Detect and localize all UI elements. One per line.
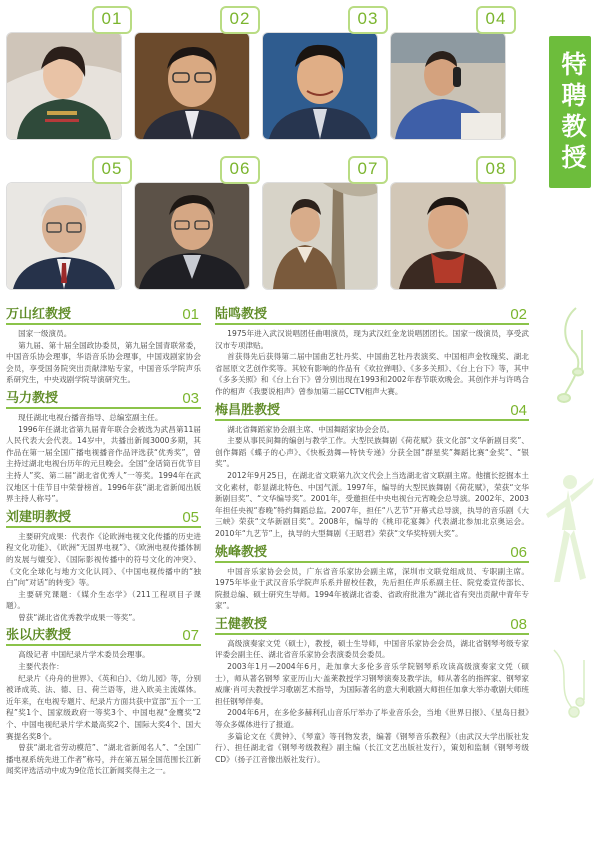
section-header — [215, 544, 529, 563]
section-header — [215, 616, 529, 635]
bio-paragraph: 2004年6月，在多伦多赫利孔山音乐厅举办了毕业音乐会，当地《世界日报》、《星岛日报》等众多媒体进行了报道。 — [215, 708, 529, 730]
section-number: 04 — [510, 401, 527, 419]
bio-paragraph: 1975年进入武汉说唱团任曲唱演员，现为武汉红金龙说唱团团长。国家一级演员，享受武汉市专项津贴。 — [215, 329, 529, 350]
man-tree-photo — [262, 182, 378, 290]
section-number: 01 — [182, 306, 199, 323]
bio-paragraph: 国家一级演员。 — [18, 329, 72, 338]
bio-paragraph: 纪录片《舟舟的世界》、《英和白》、《幼儿园》等，分别被译成英、法、德、日、荷兰语等，进入欧美主流媒体。近年来，在电视专题片、纪录片方面共获中宣部“五个一工程”奖1个、国家级政府一等奖3个、中国电视“金鹰奖”2个、中国电视纪录片学术最高奖2个、国际大奖4个、国大赛提名奖8个。 — [6, 673, 201, 741]
music-staff-decoration — [548, 640, 596, 730]
professor-name: 王健教授 — [215, 616, 268, 632]
bio-paragraph: 首获得先后获得第二届中国曲艺牡丹奖、中国曲艺牡丹表演奖、中国相声金牧瑰奖、湖北省屈原文艺创作奖等。其较有影响的作品有《欢拉弹唱》、《多多关照》、《台上台下》等，其中《多多关照》和《台上台下》曾分别出现在1993和2002年春节联欢晚会。其创作并与许鸣合作的相声《我要说相声》曾参加第二届CCTV相声大赛。 — [215, 352, 529, 396]
bio-paragraph: 高级演奏家文凭（硕士），教授，硕士生导师，中国音乐家协会会员，湖北省钢琴考级专家评委会副主任、湖北省音乐家协会表演委员会委员。 — [215, 638, 529, 660]
expert-number: 02 — [220, 6, 260, 34]
bio-paragraph: 主要从事民间舞的编创与教学工作。大型民族舞剧《荷花赋》获文化部“文华新剧目奖”、创作舞蹈《蝶子的心声》、《快板劲舞—特快专递》分获全国“群星奖”舞蹈比赛“金奖”、“银奖”。 — [215, 436, 529, 469]
profile-section — [6, 306, 201, 386]
expert-number: 05 — [92, 156, 132, 184]
professor-name: 刘建明教授 — [6, 509, 72, 525]
left-column — [6, 306, 201, 781]
section-header — [6, 627, 201, 646]
expert-number: 06 — [220, 156, 260, 184]
expert-card-03 — [262, 6, 378, 144]
section-header — [215, 402, 529, 421]
bio-paragraph: 湖北省舞蹈家协会副主席、中国舞蹈家协会会员。 — [227, 424, 395, 434]
section-number: 03 — [182, 389, 199, 407]
bio-paragraph: 中国音乐家协会会员，广东省音乐家协会副主席，深圳市文联党组成员、专职副主席。1975年毕业于武汉音乐学院声乐系并留校任教，先后担任声乐系副主任、院党委宣传部长、院报总编、硕士研究生导师。1994年被湖北省委、省政府批准为“湖北省有突出贡献中青年专家”。 — [215, 566, 529, 611]
profile-section — [6, 390, 201, 505]
professor-name: 陆鸣教授 — [215, 307, 268, 322]
bio-paragraph: 主要研究课题：《媒介生态学》（211工程项目子课题）。 — [6, 589, 201, 611]
section-number: 08 — [510, 615, 527, 633]
expert-card-07 — [262, 156, 378, 294]
expert-card-01 — [6, 6, 122, 144]
bio-paragraph: 多篇论文在《黄钟》、《琴童》等刊物发表，编著《钢琴音乐教程》（由武汉大学出版社发行）、担任湖北省《钢琴考级教程》副主编（长江文艺出版社发行），策划和监制《钢琴考级CD》（扬子江音像出版社发行）。 — [215, 731, 529, 764]
section-number: 07 — [182, 627, 199, 645]
section-header — [6, 306, 201, 325]
expert-number: 07 — [348, 156, 388, 184]
section-number: 06 — [510, 543, 527, 561]
elder-man-photo — [6, 182, 122, 290]
professor-name: 梅昌胜教授 — [215, 402, 281, 418]
bio-paragraph: 曾获“湖北省优秀教学成果一等奖”。 — [18, 612, 140, 622]
professor-name: 姚峰教授 — [215, 544, 268, 560]
profile-section — [215, 616, 529, 766]
man-glasses-photo — [134, 32, 250, 140]
female-performer-photo — [6, 32, 122, 140]
professor-name: 马力教授 — [6, 390, 59, 406]
section-header — [215, 306, 529, 325]
expert-card-02 — [134, 6, 250, 144]
expert-number: 04 — [476, 6, 516, 34]
professor-name: 张以庆教授 — [6, 628, 72, 644]
profile-section — [215, 306, 529, 398]
man-sweater-photo — [134, 182, 250, 290]
special-professor-title: 特聘教授 — [549, 36, 591, 188]
profile-section — [6, 627, 201, 777]
man-scarf-photo — [390, 182, 506, 290]
expert-card-05 — [6, 156, 122, 294]
bio-paragraph: 曾获“湖北省劳动模范”、“湖北省新闻名人”、“全国广播电视系统先进工作者”称号，并在第五届全国范围长江新闻奖评选活动中成为9位范长江新闻奖得主之一。 — [6, 743, 201, 776]
section-header — [6, 509, 201, 528]
expert-number: 01 — [92, 6, 132, 34]
section-number: 05 — [182, 508, 199, 526]
expert-number: 03 — [348, 6, 388, 34]
bio-paragraph: 主要代表作： — [18, 662, 64, 672]
man-phone-photo — [390, 32, 506, 140]
section-number: 02 — [510, 306, 527, 323]
dancer-silhouette-decoration — [540, 470, 596, 600]
professor-name: 万山红教授 — [6, 307, 72, 322]
expert-card-06 — [134, 156, 250, 294]
expert-photo-grid — [6, 6, 526, 294]
bio-paragraph: 现任湖北电视台播音指导、总编室副主任。 — [18, 412, 163, 422]
bio-paragraph: 第九届、第十届全国政协委员，第九届全国青联常委，中国音乐协会理事，华语音乐协会理事，中国戏剧家协会会员，享受国务院突出贡献津贴专家，中国音乐学院声乐系研究生，中央戏剧学院导演研究生。 — [6, 340, 201, 385]
profile-section — [215, 402, 529, 540]
profile-section — [215, 544, 529, 612]
smiling-man-photo — [262, 32, 378, 140]
expert-number: 08 — [476, 156, 516, 184]
expert-card-04 — [390, 6, 506, 144]
music-note-decoration — [552, 300, 596, 410]
bio-paragraph: 1996年任湖北省第九届青年联合会被选为武昌第11届人民代表大会代表。14岁中，共播出新闻3000多期，其作品在第一届全国广播电视播音作品评选获“优秀奖”，曾主持过湖北电视台历年的元旦晚会。全国“金话筒百优节目主持人”奖、第二届“湖北省优秀人”一等奖。1994年在武汉地区十佳节目中荣誉榜首。1996年获“湖北省新闻出版界主持人称号”。 — [6, 424, 201, 504]
expert-card-08 — [390, 156, 506, 294]
section-header — [6, 390, 201, 409]
bio-paragraph: 2012年9月25日，在湖北省文联第九次文代会上当选湖北省文联副主席。他擅长挖掘本土文化素材，彰显湖北特色、中国气派。1997年，编导的大型民族舞剧《荷花赋》，荣获“文华新剧目奖”、“文华编导奖”。2001年，受邀担任中央电视台元宵晚会总导演。2002年、2003年担任央视“春晚”特约舞蹈总监。2007年，担任“八艺节”开幕式总导演，执导的音乐剧《大三峡》荣获“文华新剧目奖”。2008年，编导的《桃印花宴舞》代表湖北参加北京奥运会。2010年“九艺节”上，执导的大型舞剧《王昭君》荣获“文华奖特别大奖”。 — [215, 470, 529, 538]
profile-section — [6, 509, 201, 624]
bio-paragraph: 2003年1月—2004年6月，赴加拿大多伦多音乐学院钢琴系攻读高级演奏家文凭（硕士），师从著名钢琴 家亚历山大·盖莱教授学习钢琴演奏及教学法，师从著名的指挥家、钢琴家威廉·肖可夫教授学习歌剧艺术指导，为国际著名的意大利歌剧大师担任加拿大举办歌剧大师班担任钢琴伴奏。 — [215, 662, 529, 706]
bio-paragraph: 高级记者 中国纪录片学术委员会理事。 — [18, 650, 150, 660]
bio-paragraph: 主要研究成果：代表作《论欧洲电视文化传播的历史进程文化功能》、《欧洲“无国界电视”》、《欧洲电视传播体制的发展与嬗变》、《国际影视传播中的符号文化的冲突》、《文化全球化与地方文化认同》、《中国电视传播中的“独白”向“对话”的转变》等。 — [6, 531, 201, 588]
right-column — [215, 306, 529, 769]
